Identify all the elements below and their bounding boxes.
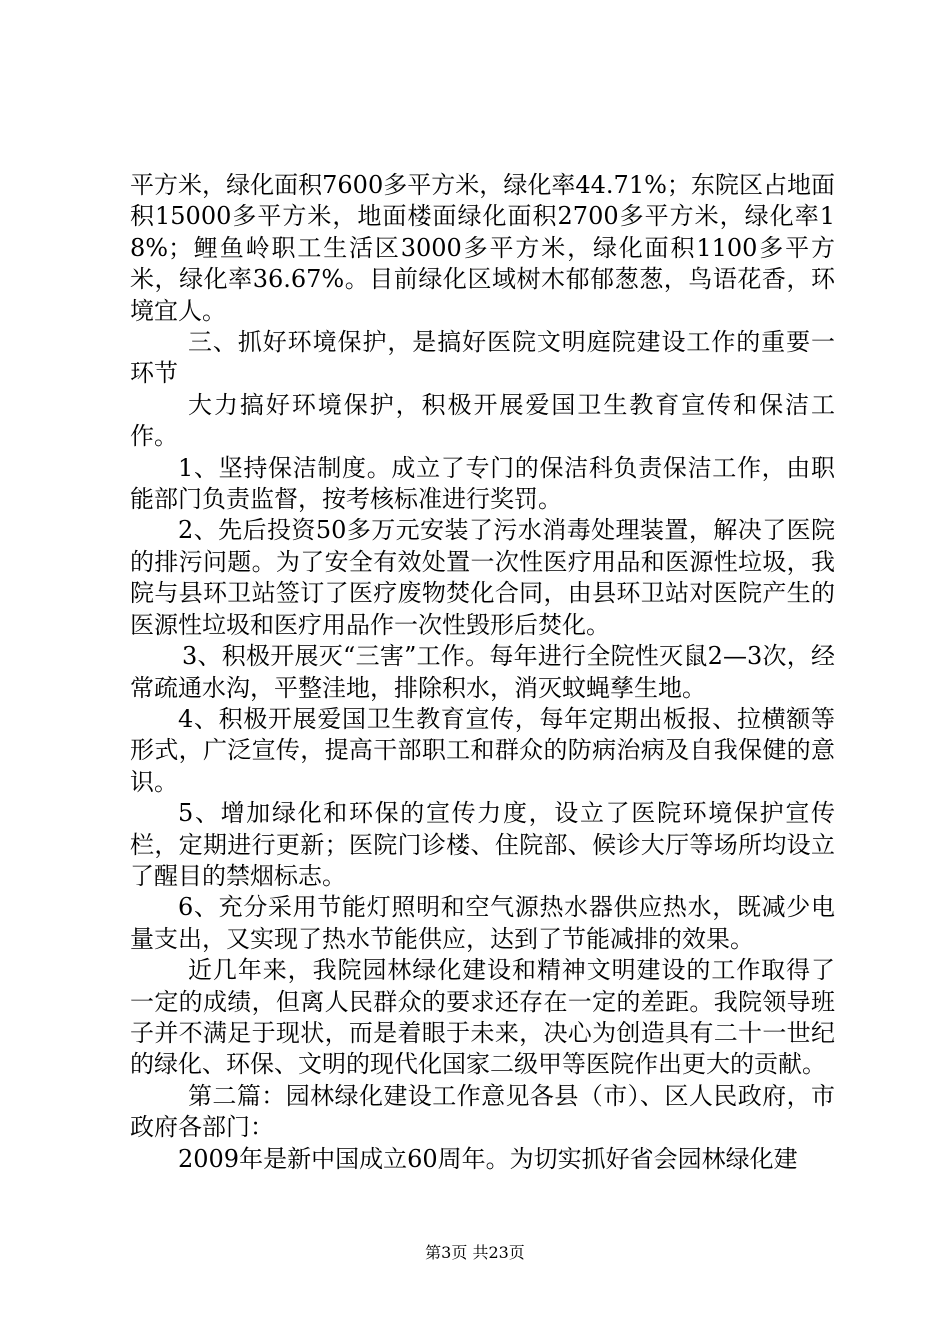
paragraph-item-5: 5、增加绿化和环保的宣传力度，设立了医院环境保护宣传栏，定期进行更新；医院门诊楼、住院部、候诊大厅等场所均设立了醒目的禁烟标志。: [130, 799, 835, 890]
paragraph-part-two-start: 2009年是新中国成立60周年。为切实抓好省会园林绿化建: [178, 1144, 798, 1173]
paragraph-part-two-heading: 第二篇：园林绿化建设工作意见各县（市）、区人民政府，市政府各部门：: [130, 1081, 835, 1142]
paragraph-item-4: 4、积极开展爱国卫生教育宣传，每年定期出板报、拉横额等形式，广泛宣传，提高干部职工和群众的防病治病及自我保健的意识。: [130, 704, 835, 796]
paragraph-item-2: 2、先后投资50多万元安装了污水消毒处理装置，解决了医院的排污问题。为了安全有效处置一次性医疗用品和医源性垃圾，我院与县环卫站签订了医疗废物焚化合同，由县环卫站对医院产生的医源性垃圾和医疗用品作一次性毁形后焚化。: [130, 516, 835, 639]
paragraph-summary: 近几年来，我院园林绿化建设和精神文明建设的工作取得了一定的成绩，但离人民群众的要求还存在一定的差距。我院领导班子并不满足于现状，而是着眼于未来，决心为创造具有二十一世纪的绿化、环保、文明的现代化国家二级甲等医院作出更大的贡献。: [130, 956, 835, 1079]
paragraph-greening-stats: 平方米，绿化面积7600多平方米，绿化率44.71%；东院区占地面积15000多平方米，地面楼面绿化面积2700多平方米，绿化率18%；鲤鱼岭职工生活区3000多平方米，绿化面积1100多平方米，绿化率36.67%。目前绿化区域树木郁郁葱葱，鸟语花香，环境宜人。: [130, 171, 835, 325]
paragraph-item-3: 3、积极开展灭“三害”工作。每年进行全院性灭鼠2—3次，经常疏通水沟，平整洼地，排除积水，消灭蚊蝇孳生地。: [130, 642, 835, 702]
paragraph-item-1: 1、坚持保洁制度。成立了专门的保洁科负责保洁工作，由职能部门负责监督，按考核标准进行奖罚。: [130, 453, 835, 514]
page-number-footer: 第3页 共23页: [425, 1243, 525, 1262]
section-heading-environment: 三、抓好环境保护，是搞好医院文明庭院建设工作的重要一环节: [130, 328, 835, 388]
document-body: [130, 170, 835, 1175]
paragraph-intro: 大力搞好环境保护，积极开展爱国卫生教育宣传和保洁工作。: [130, 390, 835, 451]
paragraph-item-6: 6、充分采用节能灯照明和空气源热水器供应热水，既减少电量支出，又实现了热水节能供应，达到了节能减排的效果。: [130, 893, 835, 953]
